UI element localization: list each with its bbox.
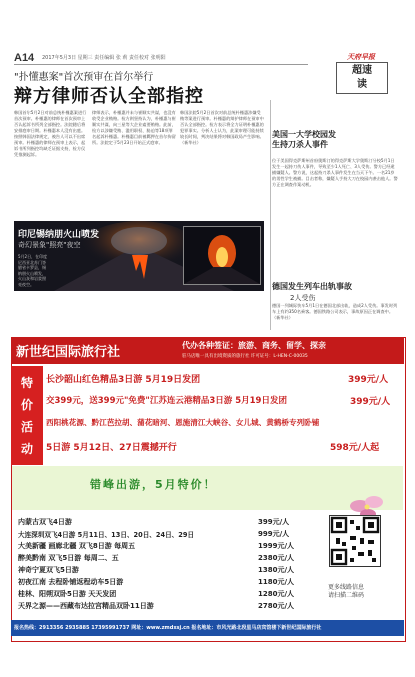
promo-2: 交399元，送399元"免费"江苏连云港精品3日游 5月19日发团 xyxy=(46,396,287,406)
tour-price: 2380元/人 xyxy=(258,554,295,562)
qr-caption xyxy=(328,584,364,600)
story1-title: 美国一大学校园发生持刀杀人事件 xyxy=(272,130,336,149)
agency-name: 新世纪国际旅行社 xyxy=(16,345,121,360)
tour-price: 1180元/人 xyxy=(258,578,295,586)
story2-title: 德国发生列车出轨事故 xyxy=(272,282,352,291)
lead-column-2: 律师表示，朴槿惠并未与崔顺实共谋，也没有收受企业贿赂。检方则坚持认为，朴槿惠与崔顺实共谋，向三星等大企业索要贿赂。此前，检方以涉嫌受贿、滥用职权、胁迫等18项罪名起诉朴槿惠。朴槿惠目前被羁押在首尔拘留所。法院定于5月23日开始正式庭审。 xyxy=(92,110,176,145)
qr-caption-line-1: 更多线路信息 xyxy=(328,584,365,591)
tour-item: 桂林、阳朔双卧5日游 天天发团 xyxy=(18,590,117,598)
tour-item: 初夜江南 去程卧铺返程动车5日游 xyxy=(18,578,124,586)
page-number: A14 xyxy=(14,52,35,64)
tour-item: 天界之源——西藏布达拉宫精品双卧11日游 xyxy=(18,602,154,610)
lead-subhead: "扑懂惠案"首次预审在首尔举行 xyxy=(14,72,154,83)
promo-1-price: 399元/人 xyxy=(348,375,389,385)
lead-column-3: 韩国法院5月2日首次对前总统朴槿惠涉嫌受贿等案进行预审。朴槿惠的辩护律师在预审中否认全部指控。检方表示将全力证明朴槿惠的犯罪事实。分析人士认为，此案审理可能持续较长时间，判决结果将对韩国政局产生影响。（新华社） xyxy=(180,110,264,145)
column-divider xyxy=(270,100,271,330)
tour-price: 1280元/人 xyxy=(258,590,295,598)
banner-slogan: 错峰出游，5月特价！ xyxy=(90,478,217,491)
visa-slogan: 代办各种签证：旅游、商务、留学、探亲 xyxy=(182,341,326,350)
newspaper-logo: 天府早报 xyxy=(347,53,375,61)
tour-price: 399元/人 xyxy=(258,518,290,526)
tour-item: 大美新疆 画廊北疆 双飞8日游 每周五 xyxy=(18,542,136,550)
header-rule xyxy=(14,64,308,65)
promo-4-price: 598元/人起 xyxy=(330,443,380,453)
photo-caption: 印尼锡纳朋火山喷发 xyxy=(18,230,100,240)
tour-price: 2780元/人 xyxy=(258,602,295,610)
section-label-text: 超速读 xyxy=(352,65,372,90)
qr-code-icon[interactable] xyxy=(329,515,381,567)
story2-body: 德国一列城际快车5月1日在德国北部出轨，造成2人受伤。事发时列车上有约350名乘客。德国铁路公司表示，事故原因正在调查中。（新华社） xyxy=(272,303,398,320)
lead-column-1: 韩国首尔5月2日对前总统朴槿惠案进行首次预审。朴槿惠的律师在首次预审上否认起诉书所列全部指控。法院随后将安排庭审日期。朴槿惠本人没有出庭。按照韩国法律规定，被告人可以不出席预审。朴槿惠的律师在预审上表示，起诉书所列指控均缺乏证据支持，检方仅凭推测起诉。 xyxy=(14,110,87,157)
tour-item: 神奇宁夏双飞5日游 xyxy=(18,566,79,574)
qr-caption-line-2: 请扫描二维码 xyxy=(328,592,365,599)
tour-price: 1999元/人 xyxy=(258,542,295,550)
section-label xyxy=(336,62,388,94)
promo-2-price: 399元/人 xyxy=(350,397,391,407)
dateline: 2017年5月3日 星期三 责任编辑 张 莉 责任校对 张明阳 xyxy=(42,55,166,61)
promo-3: 西阳桃花源、黔江芭拉胡、蒲花暗河、恩施清江大峡谷、女儿城、黄鹤桥专列卧铺 xyxy=(46,418,320,427)
tour-item: 醉美黔南 双飞5日游 每周二、五 xyxy=(18,554,119,562)
lava-glow-illustration xyxy=(184,227,260,284)
promo-1: 长沙韶山红色精品3日游 5月19日发团 xyxy=(46,375,201,385)
lead-headline: 辩方律师否认全部指控 xyxy=(14,86,204,107)
special-offer-text: 特价活动 xyxy=(20,376,33,456)
tour-item: 大连深圳双飞4日游 5月11日、13日、20日、24日、29日 xyxy=(18,531,195,539)
story1-body: 位于美国得克萨斯州首府奥斯汀的得克萨斯大学奥斯汀分校5月1日发生一起持刀伤人事件，导致至少1人死亡、3人受伤。警方已经逮捕嫌疑人。警方说，这起持刀杀人事件发生在当天下午。一名21岁的男性学生被捕。目击者称，嫌疑人手持大刀在校园内袭击他人。警方正在调查作案动机。 xyxy=(272,158,398,187)
volcano-inset-photo xyxy=(183,226,261,285)
agency-license: 驻马店唯一具有出境资质的旅行社 许可证号：L-HEN-C-00035 xyxy=(182,354,308,359)
photo-subcaption: 奇幻景象"照亮"夜空 xyxy=(18,241,81,249)
photo-description: 5月2日，在印度尼西亚北苏门答腊省卡罗县，锡纳朋火山喷发，火山灰和岩浆照亮夜空。 xyxy=(18,254,48,287)
story2-subtitle: 2人受伤 xyxy=(290,294,316,302)
tour-price: 1380元/人 xyxy=(258,566,295,574)
ad-contact-info: 报名热线：2913356 2935885 17395991737 网址：www.zmdxsj.cn 报名地址：市风光路北段星马店宾馆楼下新世纪国际旅行社 xyxy=(14,625,322,631)
tour-price: 999元/人 xyxy=(258,530,290,538)
special-offer-tag xyxy=(11,366,43,465)
tour-item: 内蒙古双飞4日游 xyxy=(18,518,72,526)
promo-4: 5日游 5月12日、27日震撼开行 xyxy=(46,443,177,453)
